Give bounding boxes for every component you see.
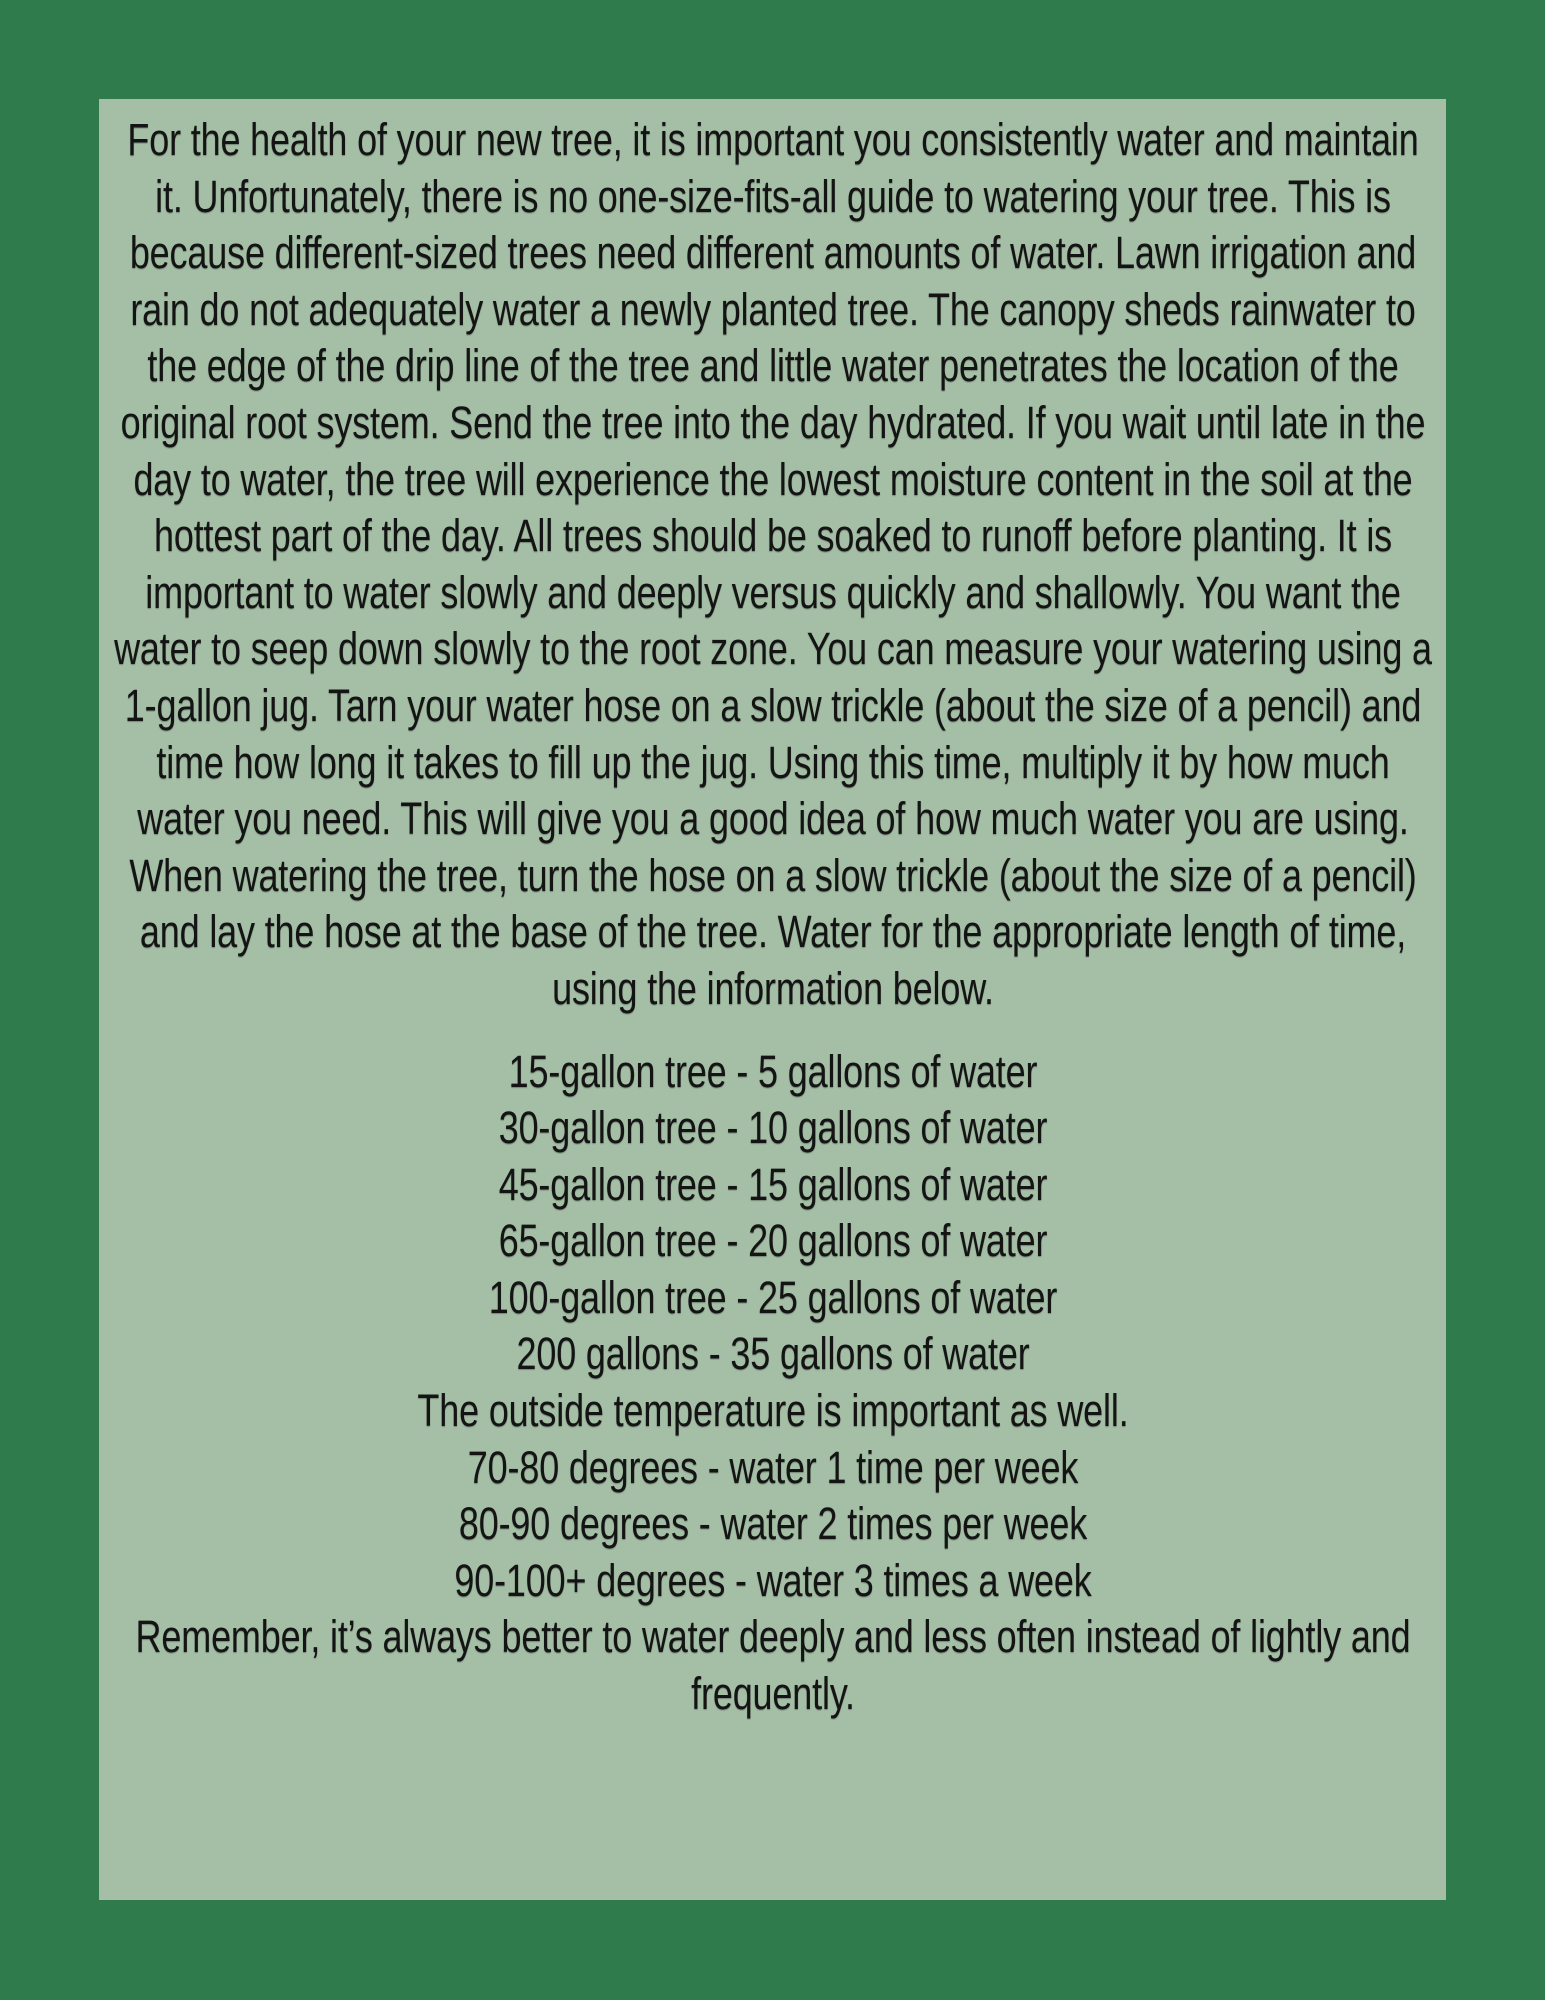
- guideline-line: 90-100+ degrees - water 3 times a week: [453, 1554, 1092, 1606]
- watering-guide-content: [113, 112, 1433, 1723]
- guideline-line: 30-gallon tree - 10 gallons of water: [498, 1102, 1047, 1154]
- guideline-line: 70-80 degrees - water 1 time per week: [467, 1441, 1078, 1493]
- intro-paragraph: For the health of your new tree, it is important you consistently water and maintain it. Unfortunately, there is no one-size-fits-all guide to watering your tree. This is because different-sized trees need different amounts of water. Lawn irrigation and rain do not adequately water a newly planted tree. The canopy sheds rainwater to the edge of the drip line of the tree and little water penetrates the location of the original root system. Send the tree into the day hydrated. If you wait until late in the day to water, the tree will experience the lowest moisture content in the soil at the hottest part of the day. All trees should be soaked to runoff before planting. It is important to water slowly and deeply versus quickly and shallowly. You want the water to seep down slowly to the root zone. You can measure your watering using a 1-gallon jug. Tarn your water hose on a slow trickle (about the size of a pencil) and time how long it takes to fill up the jug. Using this time, multiply it by how much water you need. This will give you a good idea of how much water you are using. When watering the tree, turn the hose on a slow trickle (about the size of a pencil) and lay the hose at the base of the tree. Water for the appropriate length of time, using the information below.: [113, 114, 1432, 1014]
- guideline-line: The outside temperature is important as well.: [416, 1385, 1129, 1437]
- guideline-line: Remember, it’s always better to water deeply and less often instead of lightly and frequently.: [135, 1611, 1410, 1720]
- guideline-line: 80-90 degrees - water 2 times per week: [458, 1498, 1087, 1550]
- guideline-line: 45-gallon tree - 15 gallons of water: [498, 1158, 1047, 1210]
- watering-guidelines-list: [113, 1044, 1433, 1723]
- guideline-line: 15-gallon tree - 5 gallons of water: [508, 1045, 1037, 1097]
- guideline-line: 65-gallon tree - 20 gallons of water: [498, 1215, 1047, 1267]
- watering-guide-panel: [99, 99, 1446, 1900]
- guideline-line: 200 gallons - 35 gallons of water: [515, 1328, 1030, 1380]
- guideline-line: 100-gallon tree - 25 gallons of water: [488, 1271, 1057, 1323]
